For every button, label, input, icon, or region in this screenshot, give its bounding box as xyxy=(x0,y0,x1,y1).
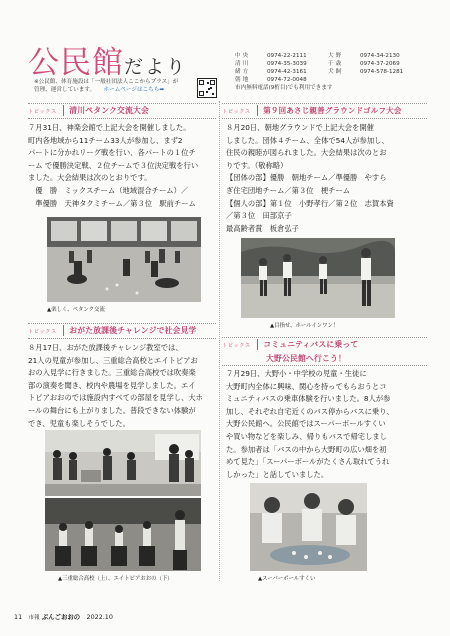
accent-bar xyxy=(63,325,65,336)
page-footer xyxy=(14,612,113,621)
topics-tag: トピックス xyxy=(28,108,57,115)
contact-row: 清川 0974-35-3039 千歳 0974-37-2069 xyxy=(235,61,400,67)
note-line-1: ※公民館、体育施設は「一般社団法人ここからプラス」が xyxy=(34,79,179,85)
bus-headline-line-2: 大野公民館へ行こう！ xyxy=(266,354,346,363)
divider xyxy=(28,118,216,119)
note-line-2: 管理、運営しています。 xyxy=(34,87,93,93)
challenge-photo-hall xyxy=(45,498,201,571)
golf-header xyxy=(222,104,402,117)
bus-photo xyxy=(250,483,367,571)
bus-header xyxy=(222,338,358,351)
bus-headline-line-1: コミュニティバスに乗って xyxy=(263,340,359,349)
accent-bar xyxy=(257,105,259,116)
publication-label: 市報 xyxy=(28,615,40,621)
homepage-link[interactable]: ホームページはこちら➡ xyxy=(103,87,165,93)
petanque-headline: 清川ペタンク交流大会 xyxy=(69,106,150,115)
topics-tag: トピックス xyxy=(28,328,57,335)
divider xyxy=(222,118,427,119)
accent-bar xyxy=(63,105,65,116)
topics-tag: トピックス xyxy=(222,342,251,349)
golf-caption: ▲目指せ、ホールインワン！ xyxy=(270,323,339,329)
bus-body: ７月29日、大野小・中学校の児童・生徒に 大野町内全体に興味、関心を持ってもらおうとコ ミュニティバスの乗車体験を行いました。8人が参 加し、それぞれ自宅近くのバス停からバスに乗り、 大野公民館へ。公民館ではスーパーボールすくい や買い物などを楽しみ、帰りもバスで帰宅しまし た。参加者は「バスの中から大野町の広い畑を初 めて見た」「スーパーボールがたくさん取れてうれ しかった」と話していました。 xyxy=(226,369,394,479)
challenge-headline: おがた放課後チャレンジで社会見学 xyxy=(69,326,197,335)
challenge-body: ８月17日、おがた放課後チャレンジ教室では、 21人の児童が参加し、三重総合高校とエイトピアお おの入見学に行きました。三重総合高校では吹奏楽 部の演奏を聞き、校内や農場を見学しました。エイ トピアおおのでは施設内すべての部屋を見学し、大ホ ールの舞台にも上がりました。普段できない体験が でき、児童も楽しそうでした。 xyxy=(28,343,203,428)
accent-bar xyxy=(257,339,259,350)
contact-row: 中央 0974-22-2111 大野 0974-34-2130 xyxy=(235,53,400,59)
publication-name: ぶんごおおの xyxy=(41,613,81,621)
topics-tag: トピックス xyxy=(222,108,251,115)
contact-directory xyxy=(235,52,435,92)
petanque-caption: ▲楽しく、ペタンク交流 xyxy=(47,307,105,313)
bus-caption: ▲スーパーボールすくい xyxy=(258,576,316,582)
petanque-body: ７月31日、神楽会館で上記大会を開催しました。 町内各地域から11チーム33人が参加し、まず2 パートに分かれリーグ戦を行い、各パートの１位チ ーム で優勝決定戦、２位チームで３位決定戦を行い ました。大会結果は次のとおりです。 優 勝 ミックスチーム（地域混合チーム）／ 準優勝 天神タクミチーム／第３位 駅前チーム xyxy=(28,123,199,208)
golf-body: ８月20日、朝地グラウンドで上記大会を開催 しました。団体４チーム、全体で54人が参加し、 住民の親睦が図られました。大会結果は次のとお りです。（敬称略） 【団体の部】優勝 朝地チーム／準優勝 やすら ぎ住宅団地チーム／第３位 梗チーム 【個人の部】第１位 小野孝行／第２位 志賀本資 ／第３位 田部京子 最高齢者賞 板倉弘子 xyxy=(226,123,394,233)
divider xyxy=(28,338,216,339)
title-kanji: 公民館 xyxy=(28,45,124,81)
golf-photo xyxy=(241,238,395,318)
petanque-photo xyxy=(47,217,201,302)
contact-row: 緒方 0974-42-3161 犬飼 0974-578-1281 xyxy=(235,69,404,75)
masthead-title xyxy=(28,37,187,82)
page-number: 11 xyxy=(14,613,23,621)
divider xyxy=(222,365,427,366)
column-divider xyxy=(219,101,220,581)
golf-headline: 第９回あさじ親善グラウンドゴルフ大会 xyxy=(263,106,402,115)
issue-date: 2022.10 xyxy=(86,613,113,621)
challenge-caption: ▲三重総合高校（上）、エイトピアおおの（下） xyxy=(58,576,173,582)
contacts-note: 市内無料電話(9桁目)でも利用できます xyxy=(235,85,333,91)
challenge-header xyxy=(28,324,197,337)
title-subtitle: だより xyxy=(124,56,188,78)
challenge-photo-school xyxy=(45,430,201,496)
management-note xyxy=(34,78,178,94)
contact-row: 朝地 0974-72-0048 xyxy=(235,77,307,83)
petanque-header xyxy=(28,104,149,117)
qr-code-icon[interactable] xyxy=(197,78,217,98)
